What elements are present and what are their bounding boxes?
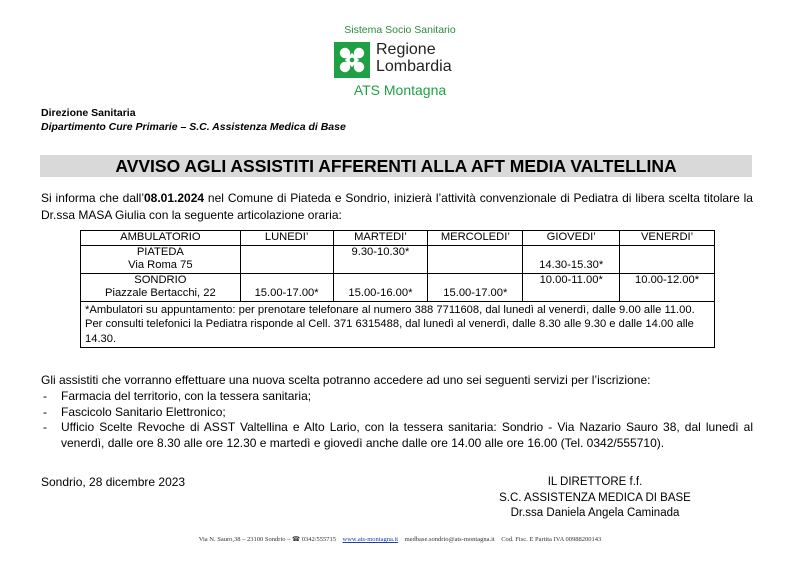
service-fse: Fascicolo Sanitario Elettronico; (61, 404, 226, 419)
piateda-lunedi (240, 245, 333, 273)
sondrio-lunedi: 15.00-17.00* (240, 273, 333, 301)
region-line-2: Lombardia (376, 58, 452, 75)
footer-address: Via N. Sauro,38 – 23100 Sondrio – (198, 536, 291, 543)
piateda-mercoledi (428, 245, 523, 273)
sondrio-location (81, 273, 241, 301)
intro-paragraph (41, 190, 753, 224)
sondrio-martedi: 15.00-16.00* (333, 273, 428, 301)
footer-phone: ☎ 0342/555715 (292, 536, 337, 543)
schedule-table (80, 230, 715, 348)
footer-website-link[interactable]: www.ats-montagna.it (342, 536, 399, 543)
signature-block (480, 475, 710, 522)
signature-office: S.C. ASSISTENZA MEDICA DI BASE (499, 491, 691, 504)
footer (0, 535, 800, 543)
regione-lombardia-logo-icon (334, 42, 370, 78)
place-date: Sondrio, 28 dicembre 2023 (41, 475, 186, 489)
piateda-venerdi (620, 245, 715, 273)
footer-email: medbase.sondrio@ats-montagna.it (404, 536, 495, 543)
piateda-address: Via Roma 75 (128, 259, 193, 271)
phone-consult-note: Per consulti telefonici la Pediatra risponde al Cell. 371 6315488, dal lunedì al venerdì, dalle 8.30 alle 9.30 e dalle 14.00 alle 14.30. (85, 318, 694, 345)
piateda-martedi: 9.30-10.30* (333, 245, 428, 273)
signature-name: Dr.ssa Daniela Angela Caminada (510, 507, 680, 519)
table-row-sondrio (81, 273, 715, 301)
signature-title: IL DIRETTORE f.f. (547, 476, 643, 488)
list-item (41, 389, 753, 405)
notice-title: AVVISO AGLI ASSISTITI AFFERENTI ALLA AFT MEDIA VALTELLINA (40, 155, 752, 177)
header-ambulatorio: AMBULATORIO (81, 231, 241, 246)
header-martedi: MARTEDI’ (333, 231, 428, 246)
table-row-piateda (81, 245, 715, 273)
header-giovedi: GIOVEDI’ (523, 231, 620, 246)
table-row-notes (81, 301, 715, 348)
piateda-giovedi: 14.30-15.30* (523, 245, 620, 273)
sondrio-giovedi: 10.00-11.00* (523, 273, 620, 301)
region-name (376, 41, 452, 75)
schedule-notes (81, 301, 715, 348)
header-lunedi: LUNEDI’ (240, 231, 333, 246)
table-header-row (81, 231, 715, 246)
service-office: Ufficio Scelte Revoche di ASST Valtellina e Alto Lario, con la tessera sanitaria: Sondrio - Via Nazario Sauro 38, dal lunedì al venerdì, dalle ore 8.30 alle ore 12.30 e martedì e giovedì anche dalle ore 14.00 alle ore 16.00 (Tel. 0342/555710). (61, 420, 753, 450)
department-line-1: Direzione Sanitaria (41, 107, 136, 119)
services-lead: Gli assistiti che vorranno effettuare una nuova scelta potranno accedere ad uno sei seguenti servizi per l’iscrizione: (41, 373, 651, 387)
list-dash: - (43, 404, 47, 419)
sondrio-name: SONDRIO (134, 273, 187, 286)
header-mercoledi: MERCOLEDI’ (428, 231, 523, 246)
intro-after-date: nel Comune di Piateda e Sondrio, inizierà l’attività convenzionale di Pediatra di libera scelta titolare la Dr.ssa MASA Giulia con la seguente articolazione oraria: (41, 191, 753, 222)
list-dash: - (43, 420, 47, 434)
intro-before-date: Si informa che dall’ (41, 191, 144, 205)
region-line-1: Regione (376, 41, 436, 58)
footer-tax-code: Cod. Fisc. E Partita IVA 00988200143 (501, 536, 602, 543)
sondrio-mercoledi: 15.00-17.00* (428, 273, 523, 301)
services-list (41, 389, 753, 451)
department-line-2: Dipartimento Cure Primarie – S.C. Assistenza Medica di Base (41, 121, 346, 133)
list-dash: - (43, 389, 47, 403)
appointment-note: *Ambulatori su appuntamento: per prenotare telefonare al numero 388 7711608, dal lunedì al venerdì, dalle 9.00 alle 11.00. (85, 303, 695, 316)
agency-name: ATS Montagna (353, 82, 447, 98)
intro-date: 08.01.2024 (144, 191, 205, 205)
list-item (41, 405, 753, 421)
piateda-location (81, 245, 241, 273)
service-pharmacy: Farmacia del territorio, con la tessera sanitaria; (61, 389, 312, 403)
header-venerdi: VENERDI’ (620, 231, 715, 246)
sondrio-venerdi: 10.00-12.00* (620, 273, 715, 301)
piateda-name: PIATEDA (136, 245, 184, 258)
list-item (41, 420, 753, 451)
system-name: Sistema Socio Sanitario (344, 24, 456, 36)
sondrio-address: Piazzale Bertacchi, 22 (105, 287, 216, 299)
